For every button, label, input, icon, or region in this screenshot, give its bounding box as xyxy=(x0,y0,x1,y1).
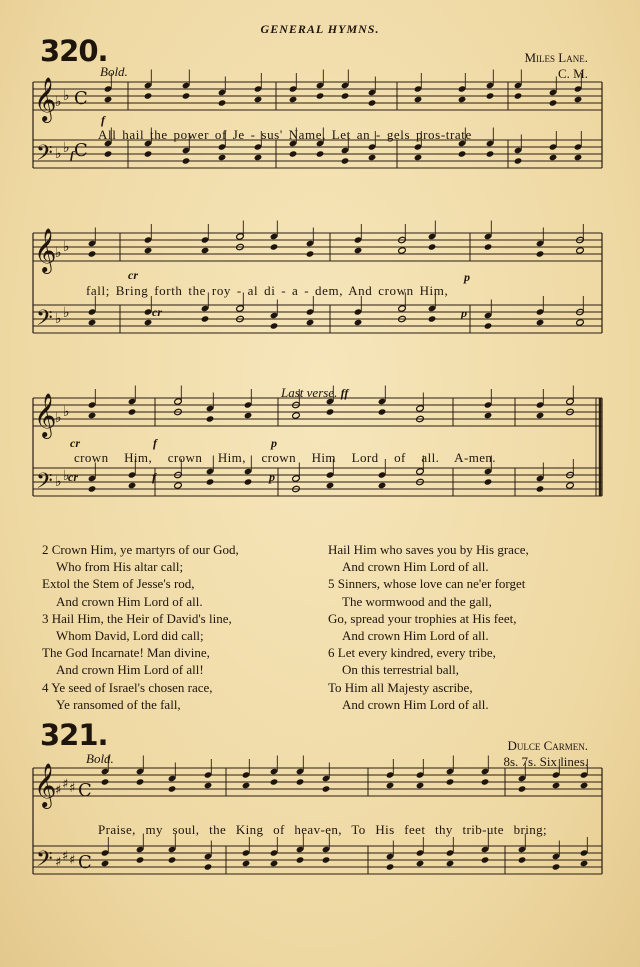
note-head xyxy=(174,398,183,405)
note-head xyxy=(206,478,215,485)
note-head xyxy=(378,482,387,489)
note-head xyxy=(566,398,575,405)
clef-glyph: 𝄢 xyxy=(36,306,53,336)
note-head xyxy=(552,863,561,870)
clef-glyph: C xyxy=(78,852,92,873)
verses-left-column xyxy=(42,541,239,713)
dynamic-f: f xyxy=(152,470,156,484)
note-head xyxy=(270,322,279,329)
note-head xyxy=(484,243,493,250)
dynamic-ff: ff xyxy=(340,386,349,400)
clef-glyph: 𝄞 xyxy=(34,763,57,807)
note-head xyxy=(204,782,213,789)
note-head xyxy=(566,482,575,489)
note-head xyxy=(201,315,210,322)
note-head xyxy=(446,778,455,785)
note-head xyxy=(168,785,177,792)
clef-glyph: 𝄞 xyxy=(34,77,57,121)
lyrics-320-line1: All hail the power of Je - sus' Name, Let an - gels pros-trate xyxy=(98,127,472,142)
clef-glyph: ♯ xyxy=(62,777,69,792)
note-head xyxy=(88,319,97,326)
verse-line: And crown Him Lord of all. xyxy=(342,559,489,575)
dynamic-f: f xyxy=(153,436,157,450)
note-head xyxy=(326,408,335,415)
verse-line: Hail Him who saves you by His grace, xyxy=(328,542,529,557)
note-head xyxy=(549,154,558,161)
note-head xyxy=(104,96,113,103)
verse-line: And crown Him Lord of all! xyxy=(56,662,204,678)
note-head xyxy=(144,247,153,254)
clef-glyph: ♭ xyxy=(63,239,70,255)
note-head xyxy=(168,856,177,863)
note-head xyxy=(88,250,97,257)
note-head xyxy=(236,233,245,240)
note-head xyxy=(386,782,395,789)
note-head xyxy=(484,478,493,485)
note-head xyxy=(428,243,437,250)
clef-glyph: ♭ xyxy=(63,404,70,420)
note-head xyxy=(322,785,331,792)
hymn-number-321: 321. xyxy=(40,718,108,752)
last-verse-label xyxy=(281,385,348,401)
note-head xyxy=(136,778,145,785)
note-head xyxy=(144,319,153,326)
verse-line: And crown Him Lord of all. xyxy=(342,628,489,644)
note-head xyxy=(144,92,153,99)
page-header: GENERAL HYMNS. xyxy=(260,22,380,36)
note-head xyxy=(104,150,113,157)
tune-name-320: Miles Lane. xyxy=(524,50,588,65)
clef-glyph: ♭ xyxy=(63,468,70,484)
clef-glyph: ♭ xyxy=(55,94,62,110)
note-head xyxy=(416,782,425,789)
verse-line: Go, spread your trophies at His feet, xyxy=(328,610,517,626)
clef-glyph: C xyxy=(74,140,88,161)
note-head xyxy=(244,478,253,485)
note-head xyxy=(292,475,301,482)
tune-info-321 xyxy=(503,738,588,770)
note-head xyxy=(481,778,490,785)
note-head xyxy=(514,92,523,99)
note-head xyxy=(580,860,589,867)
note-head xyxy=(292,412,301,419)
note-head xyxy=(514,157,523,164)
note-head xyxy=(536,412,545,419)
clef-glyph: ♭ xyxy=(55,410,62,426)
note-head xyxy=(296,778,305,785)
last-verse-text: Last verse. xyxy=(281,385,338,400)
note-head xyxy=(536,485,545,492)
note-head xyxy=(354,319,363,326)
note-head xyxy=(414,96,423,103)
clef-glyph: C xyxy=(78,780,92,801)
note-head xyxy=(201,247,210,254)
lyrics-320-line2: fall; Bring forth the roy - al di - a - dem, And crown Him, xyxy=(86,283,449,298)
note-head xyxy=(270,778,279,785)
note-head xyxy=(368,99,377,106)
note-head xyxy=(576,319,585,326)
meter-320: C. M. xyxy=(558,66,588,81)
note-head xyxy=(289,150,298,157)
clef-glyph: 𝄢 xyxy=(36,847,53,877)
note-head xyxy=(354,247,363,254)
note-head xyxy=(174,482,183,489)
note-head xyxy=(218,99,227,106)
note-head xyxy=(236,305,245,312)
note-head xyxy=(398,305,407,312)
note-head xyxy=(486,150,495,157)
note-head xyxy=(316,150,325,157)
note-head xyxy=(416,468,425,475)
hymn-number-320: 320. xyxy=(40,34,108,68)
note-head xyxy=(289,96,298,103)
clef-glyph: ♭ xyxy=(55,474,62,490)
note-head xyxy=(484,322,493,329)
note-head xyxy=(576,247,585,254)
clef-glyph: C xyxy=(74,88,88,109)
note-head xyxy=(242,860,251,867)
verse-line: To Him all Majesty ascribe, xyxy=(328,679,473,695)
note-head xyxy=(244,412,253,419)
verse-line: Whom David, Lord did call; xyxy=(56,628,204,644)
note-head xyxy=(128,482,137,489)
clef-glyph: ♭ xyxy=(63,140,70,156)
note-head xyxy=(580,782,589,789)
dynamic-f: f xyxy=(70,148,74,162)
note-head xyxy=(204,863,213,870)
verse-line: The wormwood and the gall, xyxy=(342,593,492,609)
note-head xyxy=(306,319,315,326)
verse-line: 6 Let every kindred, every tribe, xyxy=(328,645,496,661)
note-head xyxy=(270,860,279,867)
dynamic-f: f xyxy=(101,113,105,127)
clef-glyph: ♯ xyxy=(69,781,76,796)
note-head xyxy=(182,92,191,99)
note-head xyxy=(182,157,191,164)
verse-line: On this terrestrial ball, xyxy=(342,662,459,678)
verse-line: Who from His altar call; xyxy=(56,559,184,575)
note-head xyxy=(306,250,315,257)
note-head xyxy=(88,485,97,492)
note-head xyxy=(386,863,395,870)
clef-glyph: ♭ xyxy=(55,245,62,261)
verse-line: 3 Hail Him, the Heir of David's line, xyxy=(42,610,232,626)
clef-glyph: ♭ xyxy=(63,88,70,104)
verses-right-column xyxy=(328,541,529,713)
note-head xyxy=(101,778,110,785)
note-head xyxy=(481,856,490,863)
dynamic-cr: cr xyxy=(128,268,138,282)
note-head xyxy=(218,154,227,161)
note-head xyxy=(484,412,493,419)
note-head xyxy=(536,250,545,257)
note-head xyxy=(136,856,145,863)
verse-line: The God Incarnate! Man divine, xyxy=(42,645,210,661)
clef-glyph: ♯ xyxy=(55,855,62,870)
verse-line: Extol the Stem of Jesse's rod, xyxy=(42,576,195,592)
note-head xyxy=(341,157,350,164)
clef-glyph: ♭ xyxy=(63,305,70,321)
verse-line: 4 Ye seed of Israel's chosen race, xyxy=(42,679,213,695)
note-head xyxy=(486,92,495,99)
note-head xyxy=(428,315,437,322)
clef-glyph: 𝄢 xyxy=(36,469,53,499)
note-head xyxy=(88,412,97,419)
note-head xyxy=(270,243,279,250)
note-head xyxy=(326,482,335,489)
note-head xyxy=(101,860,110,867)
note-head xyxy=(296,856,305,863)
note-head xyxy=(446,860,455,867)
note-head xyxy=(416,860,425,867)
verse-line: 2 Crown Him, ye martyrs of our God, xyxy=(42,542,239,557)
note-head xyxy=(574,96,583,103)
dynamic-p: p xyxy=(464,270,470,284)
note-head xyxy=(416,405,425,412)
dynamic-cr: cr xyxy=(70,436,80,450)
meter-321: 8s. 7s. Six lines. xyxy=(503,754,588,769)
note-head xyxy=(242,782,251,789)
note-head xyxy=(206,415,215,422)
note-head xyxy=(341,92,350,99)
tempo-320: Bold. xyxy=(100,64,128,79)
note-head xyxy=(398,247,407,254)
verse-line: 5 Sinners, whose love can ne'er forget xyxy=(328,576,526,592)
tempo-321: Bold. xyxy=(86,751,114,766)
clef-glyph: ♭ xyxy=(55,311,62,327)
note-head xyxy=(316,92,325,99)
verse-line: Ye ransomed of the fall, xyxy=(56,696,181,712)
clef-glyph: ♯ xyxy=(55,783,62,798)
note-head xyxy=(549,99,558,106)
note-head xyxy=(368,154,377,161)
note-head xyxy=(458,96,467,103)
tune-name-321: Dulce Carmen. xyxy=(507,738,588,753)
note-head xyxy=(322,856,331,863)
lyrics-321-line1: Praise, my soul, the King of heav-en, To His feet thy trib-ute bring; xyxy=(98,822,548,837)
dynamic-cr: cr xyxy=(152,305,162,319)
note-head xyxy=(518,856,527,863)
note-head xyxy=(128,408,137,415)
clef-glyph: ♯ xyxy=(69,853,76,868)
dynamic-p: p xyxy=(269,470,275,484)
dynamic-p: p xyxy=(271,436,277,450)
note-head xyxy=(254,154,263,161)
lyrics-320-line3: crown Him, crown Him, crown Him Lord of all. A-men. xyxy=(74,450,496,465)
note-head xyxy=(144,150,153,157)
note-head xyxy=(552,782,561,789)
verse-line: And crown Him Lord of all. xyxy=(342,696,489,712)
dynamic-p: p xyxy=(461,306,467,320)
clef-glyph: 𝄞 xyxy=(34,228,57,272)
note-head xyxy=(518,785,527,792)
note-head xyxy=(378,408,387,415)
clef-glyph: 𝄞 xyxy=(34,393,57,437)
dynamic-cr: cr xyxy=(68,470,78,484)
clef-glyph: 𝄢 xyxy=(36,141,53,171)
clef-glyph: ♯ xyxy=(62,849,69,864)
verse-line: And crown Him Lord of all. xyxy=(56,593,203,609)
clef-glyph: ♭ xyxy=(55,146,62,162)
note-head xyxy=(458,150,467,157)
note-head xyxy=(414,154,423,161)
note-head xyxy=(536,319,545,326)
note-head xyxy=(254,96,263,103)
note-head xyxy=(574,154,583,161)
